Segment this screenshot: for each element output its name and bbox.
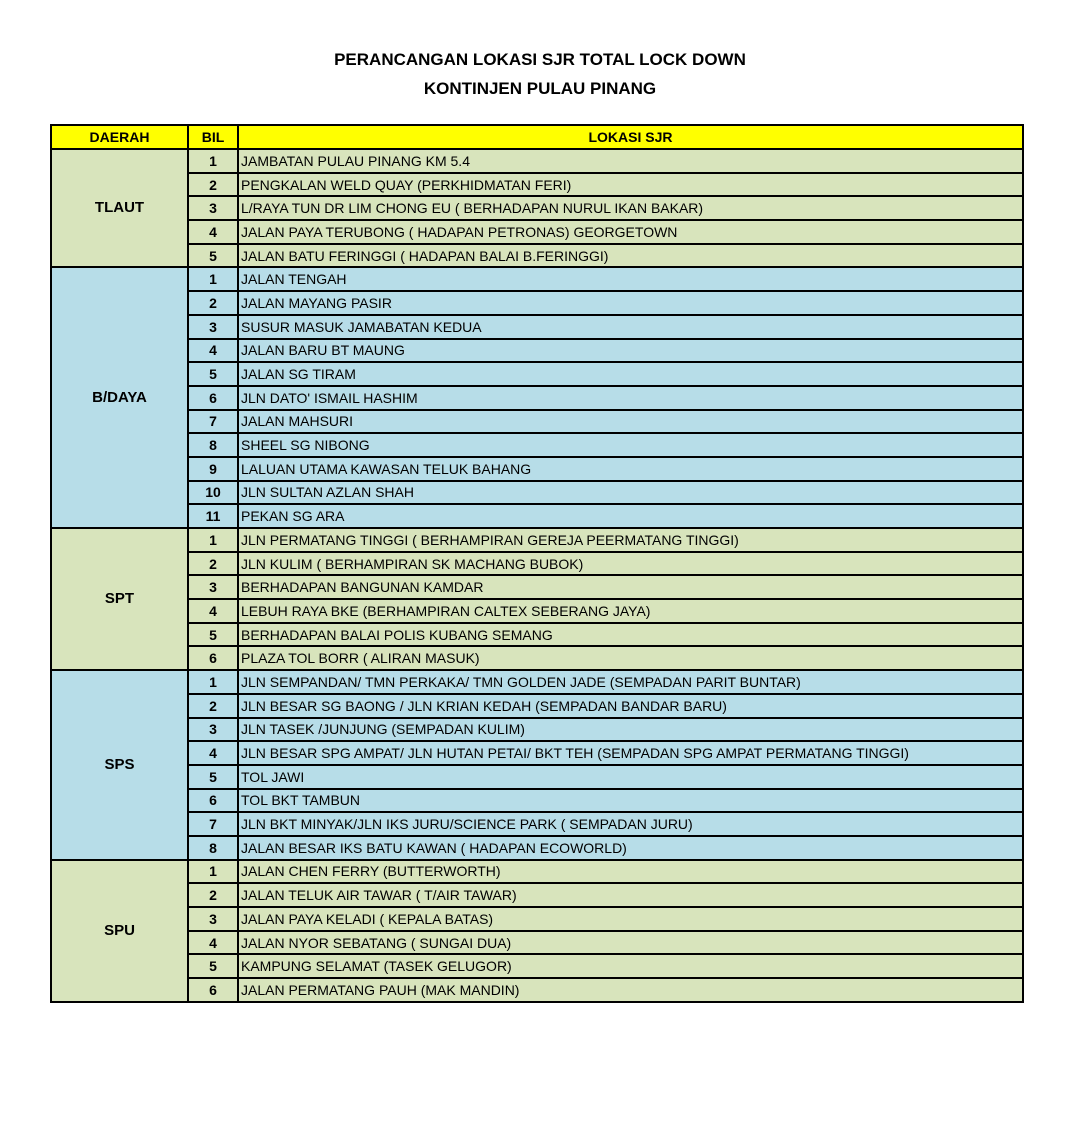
table-row xyxy=(51,694,1023,718)
bil-cell: 4 xyxy=(188,741,238,765)
table-header xyxy=(51,125,1023,149)
bil-cell: 6 xyxy=(188,978,238,1002)
bil-cell: 4 xyxy=(188,599,238,623)
table-row xyxy=(51,954,1023,978)
bil-cell: 3 xyxy=(188,196,238,220)
lokasi-cell: BERHADAPAN BALAI POLIS KUBANG SEMANG xyxy=(238,623,1023,647)
header-lokasi: LOKASI SJR xyxy=(238,125,1023,149)
bil-cell: 4 xyxy=(188,220,238,244)
table-row xyxy=(51,931,1023,955)
bil-cell: 2 xyxy=(188,883,238,907)
lokasi-cell: JALAN PAYA TERUBONG ( HADAPAN PETRONAS) GEORGETOWN xyxy=(238,220,1023,244)
lokasi-cell: SUSUR MASUK JAMABATAN KEDUA xyxy=(238,315,1023,339)
table-row xyxy=(51,457,1023,481)
bil-cell: 1 xyxy=(188,528,238,552)
page-subtitle: KONTINJEN PULAU PINANG xyxy=(423,79,657,98)
daerah-cell: SPS xyxy=(51,670,188,860)
bil-cell: 3 xyxy=(188,907,238,931)
table-row xyxy=(51,789,1023,813)
bil-cell: 7 xyxy=(188,812,238,836)
table-body xyxy=(51,149,1023,1002)
table-row xyxy=(51,860,1023,884)
bil-cell: 4 xyxy=(188,339,238,363)
bil-cell: 2 xyxy=(188,694,238,718)
table-row xyxy=(51,599,1023,623)
lokasi-cell: TOL JAWI xyxy=(238,765,1023,789)
table-row xyxy=(51,362,1023,386)
lokasi-cell: LEBUH RAYA BKE (BERHAMPIRAN CALTEX SEBERANG JAYA) xyxy=(238,599,1023,623)
table-row xyxy=(51,552,1023,576)
bil-cell: 5 xyxy=(188,362,238,386)
lokasi-cell: JLN BESAR SPG AMPAT/ JLN HUTAN PETAI/ BKT TEH (SEMPADAN SPG AMPAT PERMATANG TINGGI) xyxy=(238,741,1023,765)
table-row xyxy=(51,528,1023,552)
bil-cell: 6 xyxy=(188,789,238,813)
lokasi-cell: JALAN BATU FERINGGI ( HADAPAN BALAI B.FERINGGI) xyxy=(238,244,1023,268)
table-row xyxy=(51,220,1023,244)
bil-cell: 8 xyxy=(188,836,238,860)
lokasi-cell: JALAN TENGAH xyxy=(238,267,1023,291)
lokasi-cell: BERHADAPAN BANGUNAN KAMDAR xyxy=(238,575,1023,599)
lokasi-cell: JALAN PERMATANG PAUH (MAK MANDIN) xyxy=(238,978,1023,1002)
bil-cell: 3 xyxy=(188,718,238,742)
lokasi-cell: JALAN NYOR SEBATANG ( SUNGAI DUA) xyxy=(238,931,1023,955)
bil-cell: 2 xyxy=(188,291,238,315)
table-row xyxy=(51,173,1023,197)
table-row xyxy=(51,646,1023,670)
table-row xyxy=(51,196,1023,220)
lokasi-cell: JALAN SG TIRAM xyxy=(238,362,1023,386)
bil-cell: 9 xyxy=(188,457,238,481)
bil-cell: 3 xyxy=(188,315,238,339)
table-row xyxy=(51,718,1023,742)
table-row xyxy=(51,575,1023,599)
lokasi-cell: JAMBATAN PULAU PINANG KM 5.4 xyxy=(238,149,1023,173)
table-row xyxy=(51,267,1023,291)
table-row xyxy=(51,741,1023,765)
table-row xyxy=(51,883,1023,907)
bil-cell: 11 xyxy=(188,504,238,528)
lokasi-cell: PENGKALAN WELD QUAY (PERKHIDMATAN FERI) xyxy=(238,173,1023,197)
lokasi-cell: TOL BKT TAMBUN xyxy=(238,789,1023,813)
table-row xyxy=(51,386,1023,410)
table-row xyxy=(51,812,1023,836)
lokasi-cell: JALAN BARU BT MAUNG xyxy=(238,339,1023,363)
table-row xyxy=(51,410,1023,434)
header-bil: BIL xyxy=(188,125,238,149)
lokasi-cell: JALAN MAYANG PASIR xyxy=(238,291,1023,315)
bil-cell: 5 xyxy=(188,765,238,789)
table-row xyxy=(51,836,1023,860)
bil-cell: 1 xyxy=(188,149,238,173)
lokasi-cell: JLN SULTAN AZLAN SHAH xyxy=(238,481,1023,505)
lokasi-cell: JALAN TELUK AIR TAWAR ( T/AIR TAWAR) xyxy=(238,883,1023,907)
bil-cell: 10 xyxy=(188,481,238,505)
lokasi-cell: PLAZA TOL BORR ( ALIRAN MASUK) xyxy=(238,646,1023,670)
table-row xyxy=(51,978,1023,1002)
lokasi-cell: JALAN CHEN FERRY (BUTTERWORTH) xyxy=(238,860,1023,884)
table-row xyxy=(51,339,1023,363)
bil-cell: 4 xyxy=(188,931,238,955)
table-row xyxy=(51,149,1023,173)
lokasi-cell: LALUAN UTAMA KAWASAN TELUK BAHANG xyxy=(238,457,1023,481)
table-row xyxy=(51,765,1023,789)
table-row xyxy=(51,670,1023,694)
daerah-cell: SPT xyxy=(51,528,188,670)
bil-cell: 8 xyxy=(188,433,238,457)
lokasi-cell: SHEEL SG NIBONG xyxy=(238,433,1023,457)
lokasi-cell: JALAN BESAR IKS BATU KAWAN ( HADAPAN ECOWORLD) xyxy=(238,836,1023,860)
bil-cell: 2 xyxy=(188,173,238,197)
daerah-cell: TLAUT xyxy=(51,149,188,267)
lokasi-cell: KAMPUNG SELAMAT (TASEK GELUGOR) xyxy=(238,954,1023,978)
lokasi-cell: JLN DATO' ISMAIL HASHIM xyxy=(238,386,1023,410)
bil-cell: 1 xyxy=(188,670,238,694)
bil-cell: 5 xyxy=(188,244,238,268)
header-daerah: DAERAH xyxy=(51,125,188,149)
lokasi-cell: JLN PERMATANG TINGGI ( BERHAMPIRAN GEREJA PEERMATANG TINGGI) xyxy=(238,528,1023,552)
table-row xyxy=(51,504,1023,528)
table-row xyxy=(51,481,1023,505)
table-row xyxy=(51,244,1023,268)
lokasi-cell: L/RAYA TUN DR LIM CHONG EU ( BERHADAPAN NURUL IKAN BAKAR) xyxy=(238,196,1023,220)
daerah-cell: B/DAYA xyxy=(51,267,188,528)
lokasi-cell: JLN BESAR SG BAONG / JLN KRIAN KEDAH (SEMPADAN BANDAR BARU) xyxy=(238,694,1023,718)
table-row xyxy=(51,907,1023,931)
bil-cell: 1 xyxy=(188,860,238,884)
lokasi-cell: JLN KULIM ( BERHAMPIRAN SK MACHANG BUBOK) xyxy=(238,552,1023,576)
lokasi-cell: PEKAN SG ARA xyxy=(238,504,1023,528)
bil-cell: 1 xyxy=(188,267,238,291)
header-row xyxy=(51,125,1023,149)
bil-cell: 3 xyxy=(188,575,238,599)
bil-cell: 5 xyxy=(188,623,238,647)
daerah-cell: SPU xyxy=(51,860,188,1002)
bil-cell: 7 xyxy=(188,410,238,434)
table-row xyxy=(51,291,1023,315)
lokasi-cell: JALAN PAYA KELADI ( KEPALA BATAS) xyxy=(238,907,1023,931)
lokasi-cell: JLN TASEK /JUNJUNG (SEMPADAN KULIM) xyxy=(238,718,1023,742)
lokasi-cell: JALAN MAHSURI xyxy=(238,410,1023,434)
page-title: PERANCANGAN LOKASI SJR TOTAL LOCK DOWN xyxy=(334,50,746,69)
bil-cell: 5 xyxy=(188,954,238,978)
bil-cell: 2 xyxy=(188,552,238,576)
sjr-location-table xyxy=(50,124,1024,1003)
bil-cell: 6 xyxy=(188,646,238,670)
table-row xyxy=(51,315,1023,339)
table-row xyxy=(51,623,1023,647)
table-row xyxy=(51,433,1023,457)
bil-cell: 6 xyxy=(188,386,238,410)
lokasi-cell: JLN SEMPANDAN/ TMN PERKAKA/ TMN GOLDEN JADE (SEMPADAN PARIT BUNTAR) xyxy=(238,670,1023,694)
lokasi-cell: JLN BKT MINYAK/JLN IKS JURU/SCIENCE PARK ( SEMPADAN JURU) xyxy=(238,812,1023,836)
